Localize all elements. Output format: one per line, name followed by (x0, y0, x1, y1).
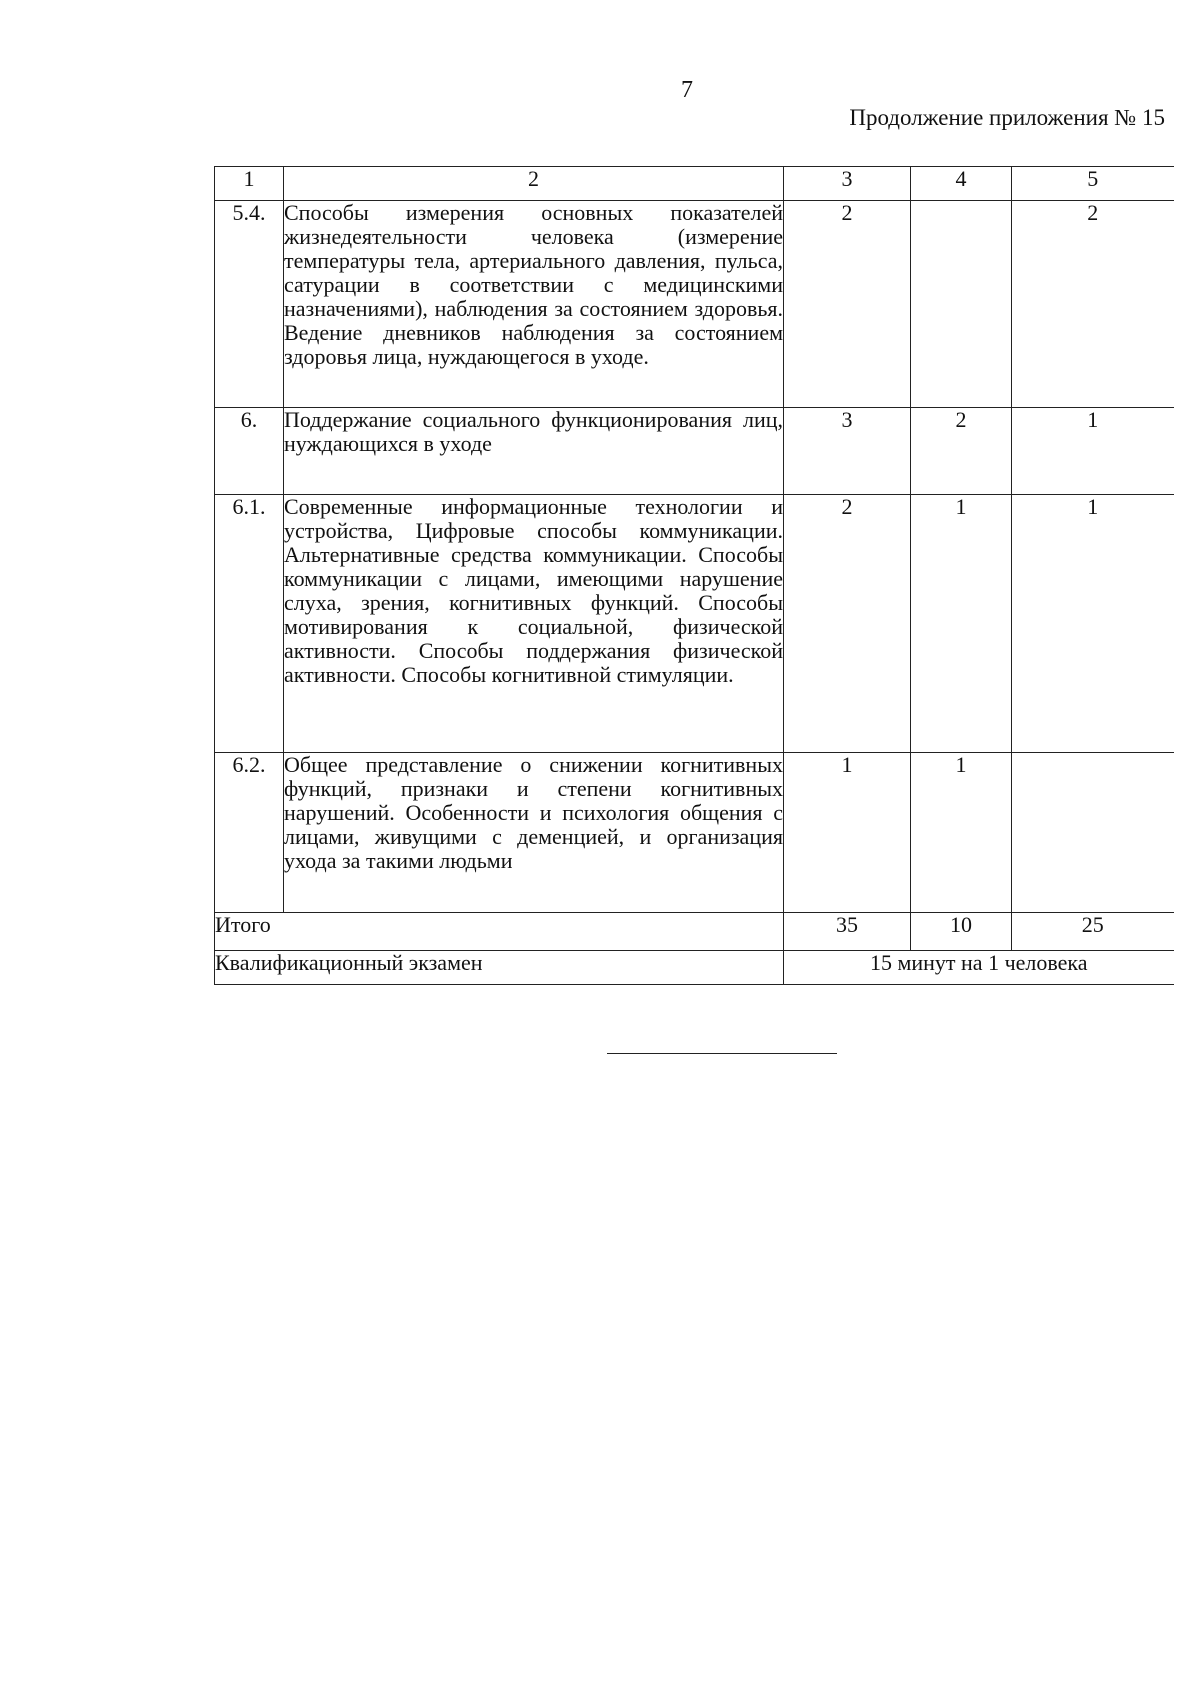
table-header-row (215, 167, 1174, 201)
closing-rule (607, 1053, 837, 1054)
row-hours-theory (911, 201, 1012, 408)
row-hours-total: 2 (784, 495, 911, 753)
column-header: 4 (911, 167, 1012, 201)
row-hours-theory: 2 (911, 408, 1012, 495)
row-hours-practice: 1 (1012, 495, 1174, 753)
row-hours-theory: 1 (911, 753, 1012, 913)
column-header: 2 (284, 167, 784, 201)
total-practice: 25 (1012, 913, 1174, 951)
exam-label: Квалификационный экзамен (215, 951, 784, 985)
row-topic: Поддержание социального функционирования лиц, нуждающихся в уходе (284, 408, 784, 495)
exam-row (215, 951, 1174, 985)
row-topic: Современные информационные технологии и устройства, Цифровые способы коммуникации. Альтернативные средства коммуникации. Способы коммуникации с лицами, имеющими нарушение слуха, зрения, когнитивных функций. Способы мотивирования к социальной, физической активности. Способы поддержания физической активности. Способы когнитивной стимуляции. (284, 495, 784, 753)
row-number: 5.4. (215, 201, 284, 408)
row-hours-total: 1 (784, 753, 911, 913)
total-hours: 35 (784, 913, 911, 951)
column-header: 5 (1012, 167, 1174, 201)
row-hours-total: 2 (784, 201, 911, 408)
row-hours-practice: 2 (1012, 201, 1174, 408)
row-hours-practice: 1 (1012, 408, 1174, 495)
total-theory: 10 (911, 913, 1012, 951)
table-row (215, 753, 1174, 913)
row-number: 6.1. (215, 495, 284, 753)
table-row (215, 408, 1174, 495)
row-hours-theory: 1 (911, 495, 1012, 753)
row-number: 6.2. (215, 753, 284, 913)
column-header: 3 (784, 167, 911, 201)
row-hours-practice (1012, 753, 1174, 913)
exam-duration: 15 минут на 1 человека (784, 951, 1174, 985)
total-label: Итого (215, 913, 784, 951)
row-hours-total: 3 (784, 408, 911, 495)
page-number: 7 (681, 77, 693, 103)
column-header: 1 (215, 167, 284, 201)
row-topic: Общее представление о снижении когнитивных функций, признаки и степени когнитивных нарушений. Особенности и психология общения с лицами, живущими с деменцией, и организация ухода за такими людьми (284, 753, 784, 913)
total-row (215, 913, 1174, 951)
table-row (215, 495, 1174, 753)
row-topic: Способы измерения основных показателей жизнедеятельности человека (измерение температуры тела, артериального давления, пульса, сатурации в соответствии с медицинскими назначениями), наблюдения за состоянием здоровья. Ведение дневников наблюдения за состоянием здоровья лица, нуждающегося в уходе. (284, 201, 784, 408)
curriculum-table (214, 166, 1174, 985)
row-number: 6. (215, 408, 284, 495)
table-row (215, 201, 1174, 408)
appendix-continuation-label: Продолжение приложения № 15 (849, 105, 1165, 130)
